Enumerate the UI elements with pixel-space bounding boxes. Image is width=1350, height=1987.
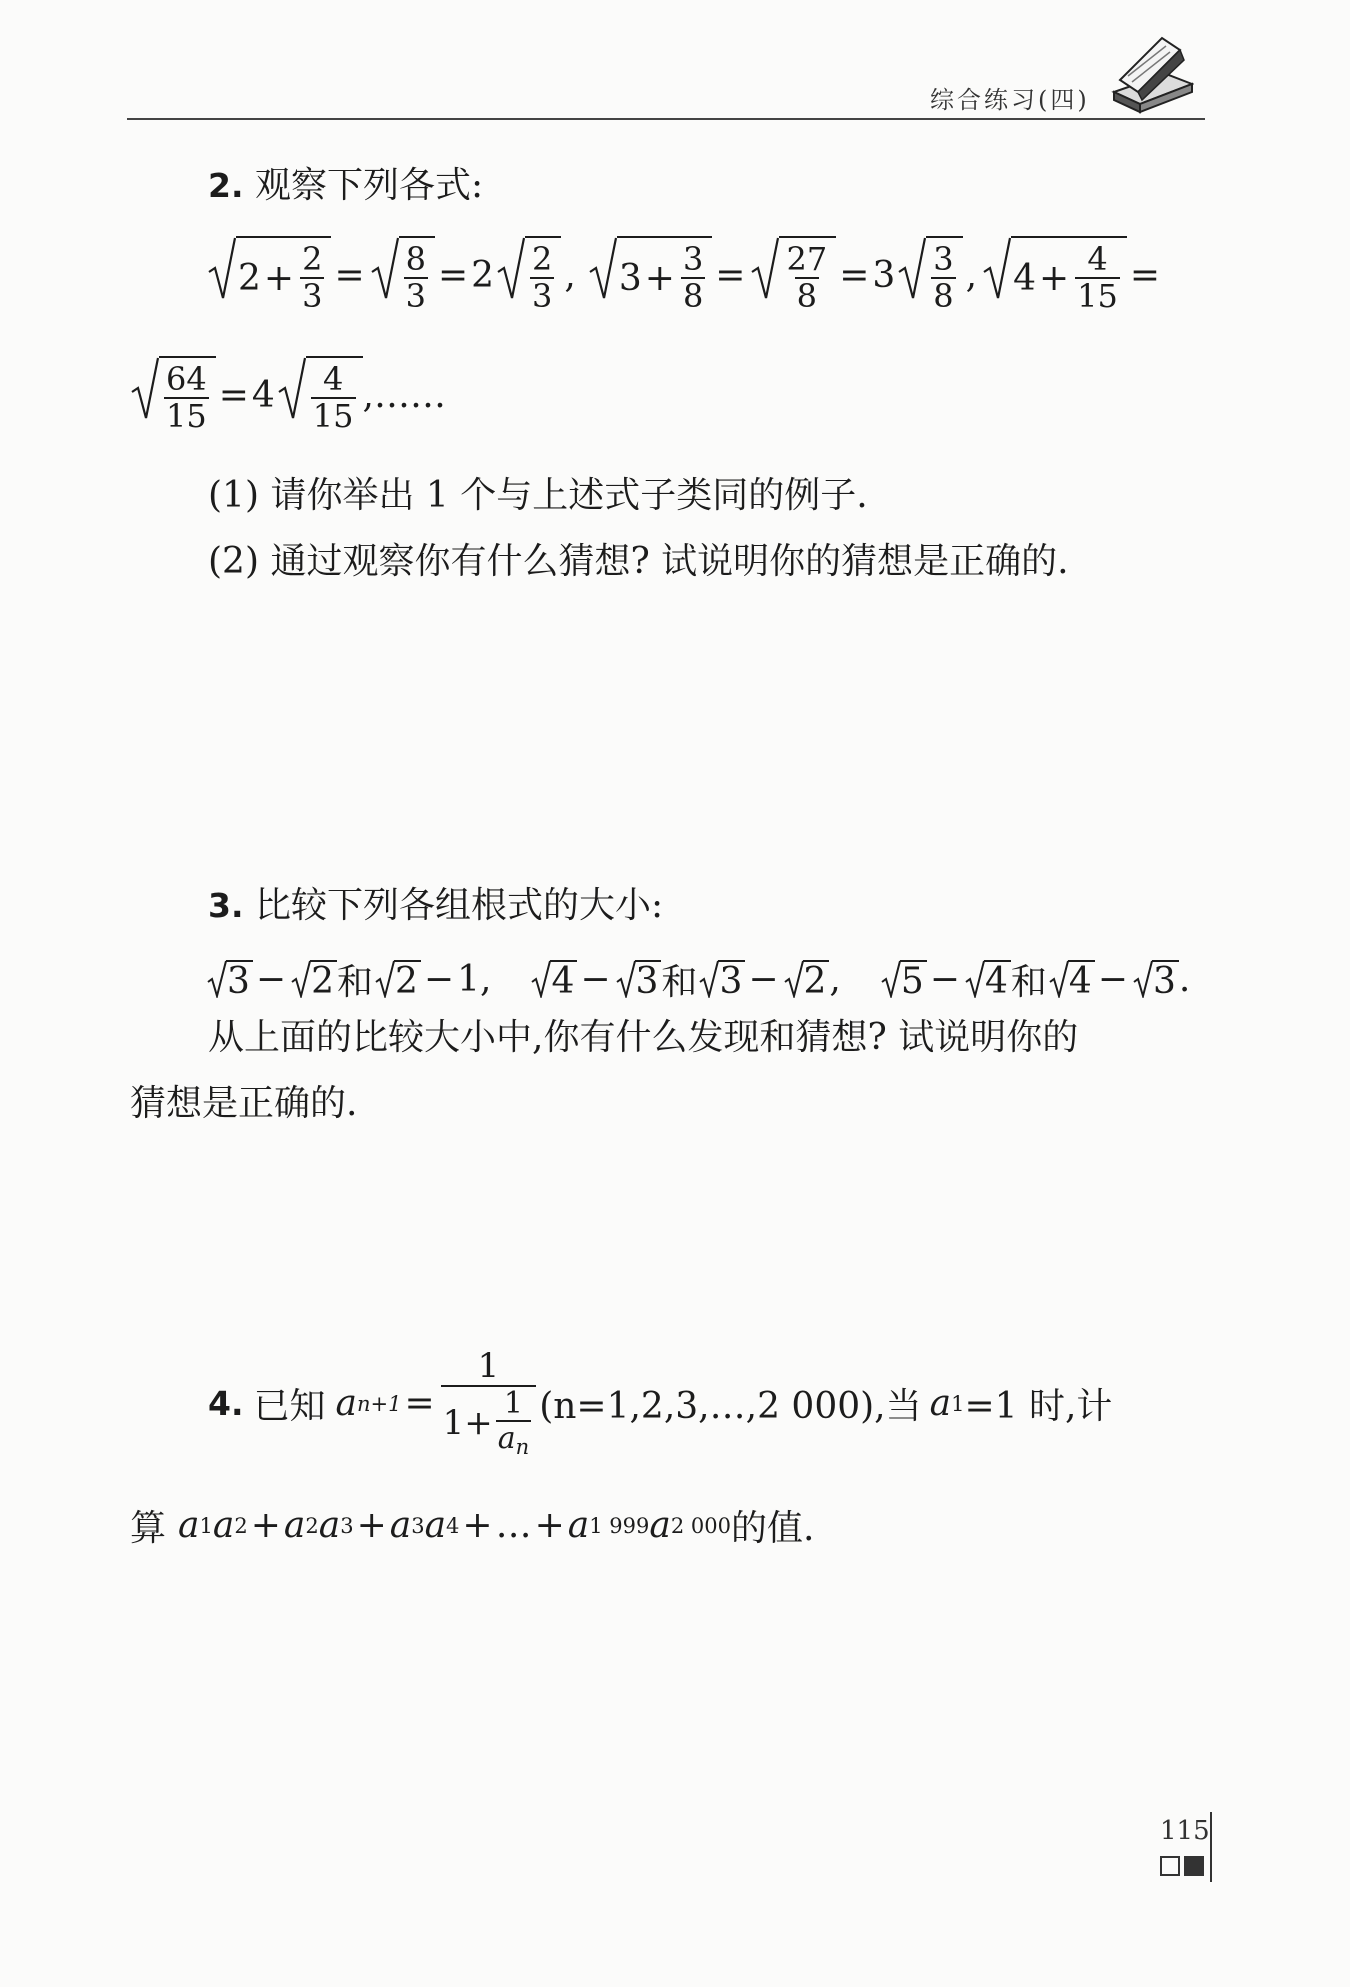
radical: $\frac{2}{3}$ — [496, 236, 561, 314]
radical: 2 + $\frac{2}{3}$ — [207, 236, 331, 314]
footer-rule — [1210, 1812, 1212, 1882]
radical: $\frac{3}{8}$ — [897, 236, 962, 314]
fraction: $\frac{2}{3}$ — [302, 240, 323, 316]
q2-part2: (2) 通过观察你有什么猜想? 试说明你的猜想是正确的. — [208, 541, 1069, 582]
page-number: 115 — [1160, 1816, 1210, 1846]
q2-title — [208, 165, 484, 206]
footer-mark-filled — [1184, 1856, 1204, 1876]
q4-line1: 4. 已知 a n+1 = 1 1+ $\frac{1}{a_n}$ (n=1,2,3,…,2 000),当 a 1 =1 时,计 — [208, 1346, 1113, 1460]
radical: 4 + $\frac{4}{15}$ — [982, 236, 1127, 314]
eq1-coef: 2 — [471, 254, 495, 296]
q4-line2: 算 a 1 a 2 + a 2 a 3 + a 3 a 4 + … + a 1 999 a 2 000 的值. — [130, 1505, 815, 1549]
eq1-whole: 2 — [238, 257, 261, 299]
q3-line1: 从上面的比较大小中,你有什么发现和猜想? 试说明你的 — [208, 1017, 1079, 1058]
q3-title — [208, 885, 664, 926]
q3-root-groups: 3 − 2 和 2 − 1 , 4 − 3 和 3 − 2 , 5 − 4 和 4 − 3 . — [205, 954, 1190, 1005]
radical: $\frac{4}{15}$ — [277, 356, 363, 434]
book-stack-icon — [1108, 30, 1194, 116]
q2-number: 2. — [208, 166, 244, 205]
radical: $\frac{8}{3}$ — [370, 236, 435, 314]
radical: $\frac{64}{15}$ — [130, 356, 216, 434]
radical: 3 + $\frac{3}{8}$ — [588, 236, 712, 314]
header-rule — [127, 118, 1205, 120]
q2-stem: 观察下列各式: — [254, 165, 484, 206]
q4-number: 4. — [208, 1384, 244, 1424]
q3-line2: 猜想是正确的. — [130, 1083, 358, 1124]
running-title: 综合练习(四) — [930, 86, 1090, 114]
fraction: 1 1+ $\frac{1}{a_n}$ — [441, 1348, 537, 1459]
q3-number: 3. — [208, 886, 244, 925]
footer-mark-outline — [1160, 1856, 1180, 1876]
q2-part1: (1) 请你举出 1 个与上述式子类同的例子. — [208, 475, 868, 516]
radical: $\frac{27}{8}$ — [750, 236, 836, 314]
q2-equations-line1: 2 + $\frac{2}{3}$ = $\frac{8}{3}$ = 2 $\frac{2}{3}$ , 3 + $\frac{3}{8}$ = $\frac{27}{8}$ = 3 $\frac{3}{8}$ , 4 + $\frac{4}{15}$ = — [205, 236, 1163, 314]
q3-stem: 比较下列各组根式的大小: — [254, 885, 664, 926]
q2-equations-line2: $\frac{64}{15}$ = 4 $\frac{4}{15}$ ,…… — [128, 356, 446, 434]
